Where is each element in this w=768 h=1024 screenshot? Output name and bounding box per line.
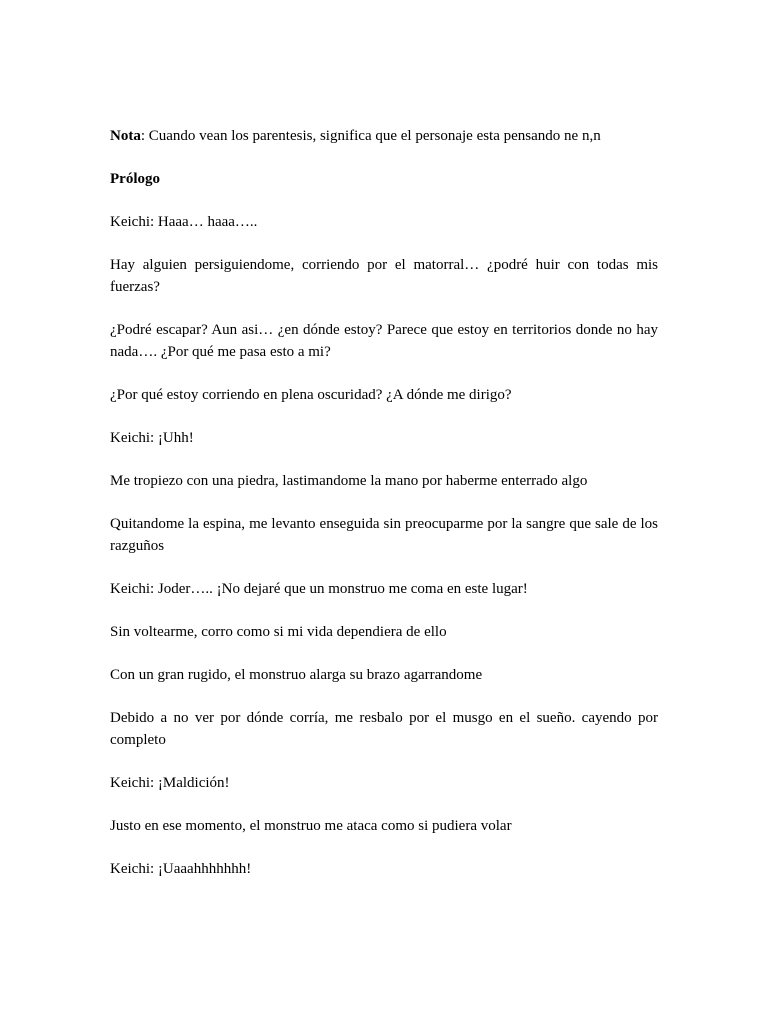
paragraph-8: Keichi: Joder….. ¡No dejaré que un monstruo me coma en este lugar! bbox=[110, 581, 528, 597]
paragraph-4: ¿Por qué estoy corriendo en plena oscuridad? ¿A dónde me dirigo? bbox=[110, 387, 512, 403]
chapter-heading bbox=[110, 168, 658, 190]
note-text: : Cuando vean los parentesis, significa que el personaje esta pensando ne n,n bbox=[140, 128, 601, 144]
paragraph-1: Keichi: Haaa… haaa….. bbox=[110, 214, 258, 230]
chapter-heading-text: Prólogo bbox=[110, 171, 160, 187]
paragraph-10: Con un gran rugido, el monstruo alarga su brazo agarrandome bbox=[110, 667, 483, 683]
paragraph-5: Keichi: ¡Uhh! bbox=[110, 430, 194, 446]
paragraph-14: Keichi: ¡Uaaahhhhhhh! bbox=[110, 861, 252, 877]
note-label: Nota bbox=[110, 128, 141, 144]
paragraph-3: ¿Podré escapar? Aun asi… ¿en dónde estoy? Parece que estoy en territorios donde no hay nada…. ¿Por qué me pasa esto a mi? bbox=[110, 322, 658, 360]
paragraph-2: Hay alguien persiguiendome, corriendo por el matorral… ¿podré huir con todas mis fuerzas? bbox=[110, 257, 658, 295]
author-note bbox=[110, 125, 658, 147]
paragraph-9: Sin voltearme, corro como si mi vida dependiera de ello bbox=[110, 624, 447, 640]
paragraph-7: Quitandome la espina, me levanto enseguida sin preocuparme por la sangre que sale de los razguños bbox=[110, 516, 658, 554]
paragraph-6: Me tropiezo con una piedra, lastimandome la mano por haberme enterrado algo bbox=[110, 473, 588, 489]
paragraph-12: Keichi: ¡Maldición! bbox=[110, 775, 230, 791]
paragraph-13: Justo en ese momento, el monstruo me ataca como si pudiera volar bbox=[110, 818, 512, 834]
paragraph-11: Debido a no ver por dónde corría, me resbalo por el musgo en el sueño. cayendo por completo bbox=[110, 710, 658, 748]
document-body bbox=[110, 125, 658, 880]
